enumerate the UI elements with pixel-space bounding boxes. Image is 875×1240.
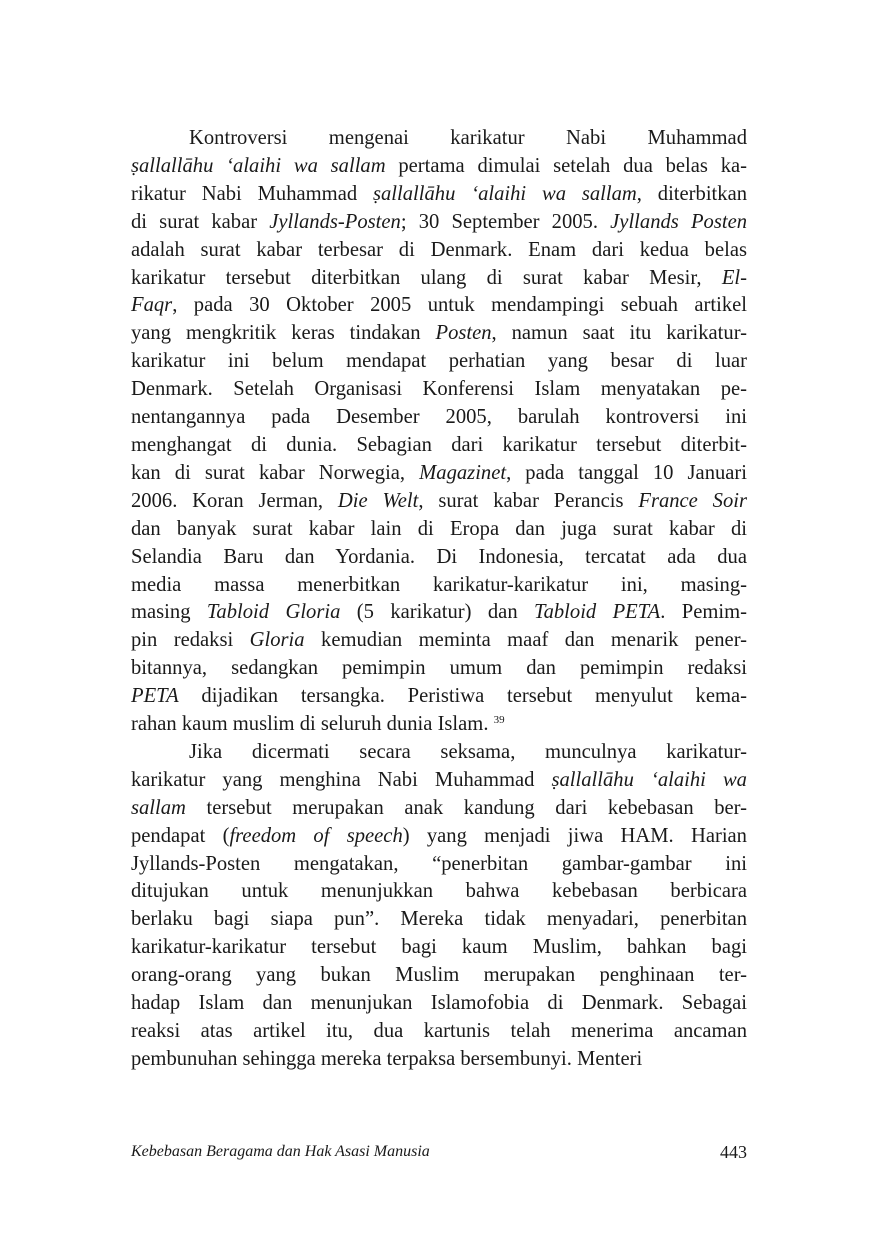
text-line: [131, 265, 747, 293]
text-run: ; 30 September 2005.: [400, 210, 611, 233]
running-footer-title: Kebebasan Beragama dan Hak Asasi Manusia: [131, 1143, 430, 1160]
text-run: reaksi atas artikel itu, dua kartunis telah menerima ancaman: [131, 1020, 747, 1042]
text-run: pembunuhan sehingga mereka terpaksa bersembunyi. Menteri: [131, 1047, 643, 1070]
text-run: karikatur yang menghina Nabi Muhammad: [131, 768, 552, 791]
text-line: [131, 153, 747, 181]
italic-run: Tabloid Gloria: [206, 601, 341, 624]
paragraph-2: [131, 739, 747, 1074]
text-line: [131, 460, 747, 488]
italic-run: Gloria: [249, 629, 305, 652]
text-run: , surat kabar Perancis: [418, 489, 639, 512]
italic-run: Magazinet: [419, 461, 507, 484]
text-run: Selandia Baru dan Yordania. Di Indonesia, tercatat ada dua: [131, 545, 747, 568]
text-run: pertama dimulai setelah dua belas ka-: [385, 154, 747, 177]
text-run: orang-orang yang bukan Muslim merupakan penghinaan ter-: [131, 964, 747, 987]
text-line: [131, 711, 747, 739]
text-run: di surat kabar: [131, 210, 270, 233]
italic-run: Posten: [435, 322, 492, 345]
italic-run: Tabloid PETA: [534, 601, 661, 624]
text-line: [131, 1018, 747, 1046]
text-line: [131, 209, 747, 237]
text-run: 2006. Koran Jerman,: [131, 489, 338, 512]
text-line: [131, 125, 747, 153]
text-run: Denmark. Setelah Organisasi Konferensi Islam menyatakan pe-: [131, 378, 747, 401]
text-run: ) yang menjadi jiwa HAM. Harian: [402, 824, 747, 847]
text-line: [131, 348, 747, 376]
text-line: [131, 516, 747, 544]
text-run: , pada tanggal 10 Januari: [506, 461, 748, 484]
italic-run: ṣallallāhu ‘alaihi wa sallam: [373, 182, 637, 205]
text-line: [131, 320, 747, 348]
italic-run: freedom of speech: [229, 824, 403, 847]
italic-run: France Soir: [638, 489, 747, 512]
text-run: (5 karikatur) dan: [340, 601, 535, 624]
text-run: nentangannya pada Desember 2005, barulah kontroversi ini: [131, 406, 747, 429]
text-line: [131, 683, 747, 711]
text-run: karikatur ini belum mendapat perhatian yang besar di luar: [131, 350, 747, 373]
italic-run: ṣallallāhu ‘alaihi wa sallam: [131, 154, 386, 177]
text-line: [131, 237, 747, 265]
italic-run: Jyllands-Posten: [269, 210, 401, 233]
text-run: dijadikan tersangka. Peristiwa tersebut menyulut kema-: [178, 685, 747, 708]
text-line: [131, 181, 747, 209]
body-text: [131, 125, 747, 1074]
text-line: [131, 572, 747, 600]
text-line: [131, 544, 747, 572]
text-run: Jika dicermati secara seksama, munculnya karikatur-: [189, 740, 747, 763]
text-run: karikatur tersebut diterbitkan ulang di surat kabar Mesir,: [131, 266, 722, 289]
italic-run: El-: [721, 266, 747, 289]
paragraph-1: [131, 125, 747, 739]
text-run: dan banyak surat kabar lain di Eropa dan juga surat kabar di: [131, 517, 747, 540]
text-line: [131, 767, 747, 795]
text-run: kemudian meminta maaf dan menarik pener-: [304, 629, 747, 652]
text-run: , pada 30 Oktober 2005 untuk mendampingi sebuah artikel: [172, 294, 747, 317]
text-line: [131, 376, 747, 404]
text-run: Kontroversi mengenai karikatur Nabi Muhammad: [189, 127, 747, 149]
text-run: . Pemim-: [660, 601, 748, 624]
text-run: ditujukan untuk menunjukkan bahwa kebebasan berbicara: [131, 880, 747, 903]
text-line: [131, 488, 747, 516]
text-line: [131, 851, 747, 879]
text-run: , namun saat itu karikatur-: [491, 322, 747, 345]
text-line: [131, 990, 747, 1018]
text-line: [131, 934, 747, 962]
text-run: tersebut merupakan anak kandung dari kebebasan ber-: [185, 796, 747, 819]
text-run: , diterbitkan: [636, 182, 748, 205]
text-run: pendapat (: [131, 824, 230, 847]
text-line: [131, 627, 747, 655]
text-line: [131, 655, 747, 683]
italic-run: PETA: [131, 685, 179, 708]
text-line: [131, 599, 747, 627]
text-line: [131, 962, 747, 990]
text-line: [131, 823, 747, 851]
text-run: berlaku bagi siapa pun”. Mereka tidak menyadari, penerbitan: [131, 908, 747, 931]
italic-run: ṣallallāhu ‘alaihi wa: [551, 768, 747, 791]
text-run: menghangat di dunia. Sebagian dari karikatur tersebut diterbit-: [131, 433, 747, 456]
text-line: [131, 292, 747, 320]
text-run: Jyllands-Posten mengatakan, “penerbitan gambar-gambar ini: [131, 852, 747, 875]
text-line: [131, 906, 747, 934]
text-run: rahan kaum muslim di seluruh dunia Islam.: [131, 713, 494, 736]
page-number: 443: [720, 1142, 747, 1162]
text-run: yang mengkritik keras tindakan: [131, 322, 436, 345]
text-line: [131, 1046, 747, 1074]
text-run: masing: [131, 601, 207, 624]
text-line: [131, 432, 747, 460]
italic-run: sallam: [131, 796, 186, 819]
text-run: pin redaksi: [131, 629, 250, 652]
footnote-ref: 39: [493, 714, 505, 727]
text-line: [131, 739, 747, 767]
text-run: media massa menerbitkan karikatur-karikatur ini, masing-: [131, 573, 747, 596]
text-run: hadap Islam dan menunjukan Islamofobia di Denmark. Sebagai: [131, 992, 747, 1015]
italic-run: Die Welt: [337, 489, 419, 512]
text-run: rikatur Nabi Muhammad: [131, 182, 373, 205]
text-run: karikatur-karikatur tersebut bagi kaum Muslim, bahkan bagi: [131, 936, 747, 959]
text-line: [131, 795, 747, 823]
text-run: adalah surat kabar terbesar di Denmark. Enam dari kedua belas: [131, 238, 747, 261]
text-line: [131, 878, 747, 906]
italic-run: Jyllands Posten: [610, 210, 748, 233]
italic-run: Faqr: [131, 294, 173, 317]
text-line: [131, 404, 747, 432]
text-run: kan di surat kabar Norwegia,: [131, 461, 420, 484]
text-run: bitannya, sedangkan pemimpin umum dan pemimpin redaksi: [131, 657, 747, 680]
